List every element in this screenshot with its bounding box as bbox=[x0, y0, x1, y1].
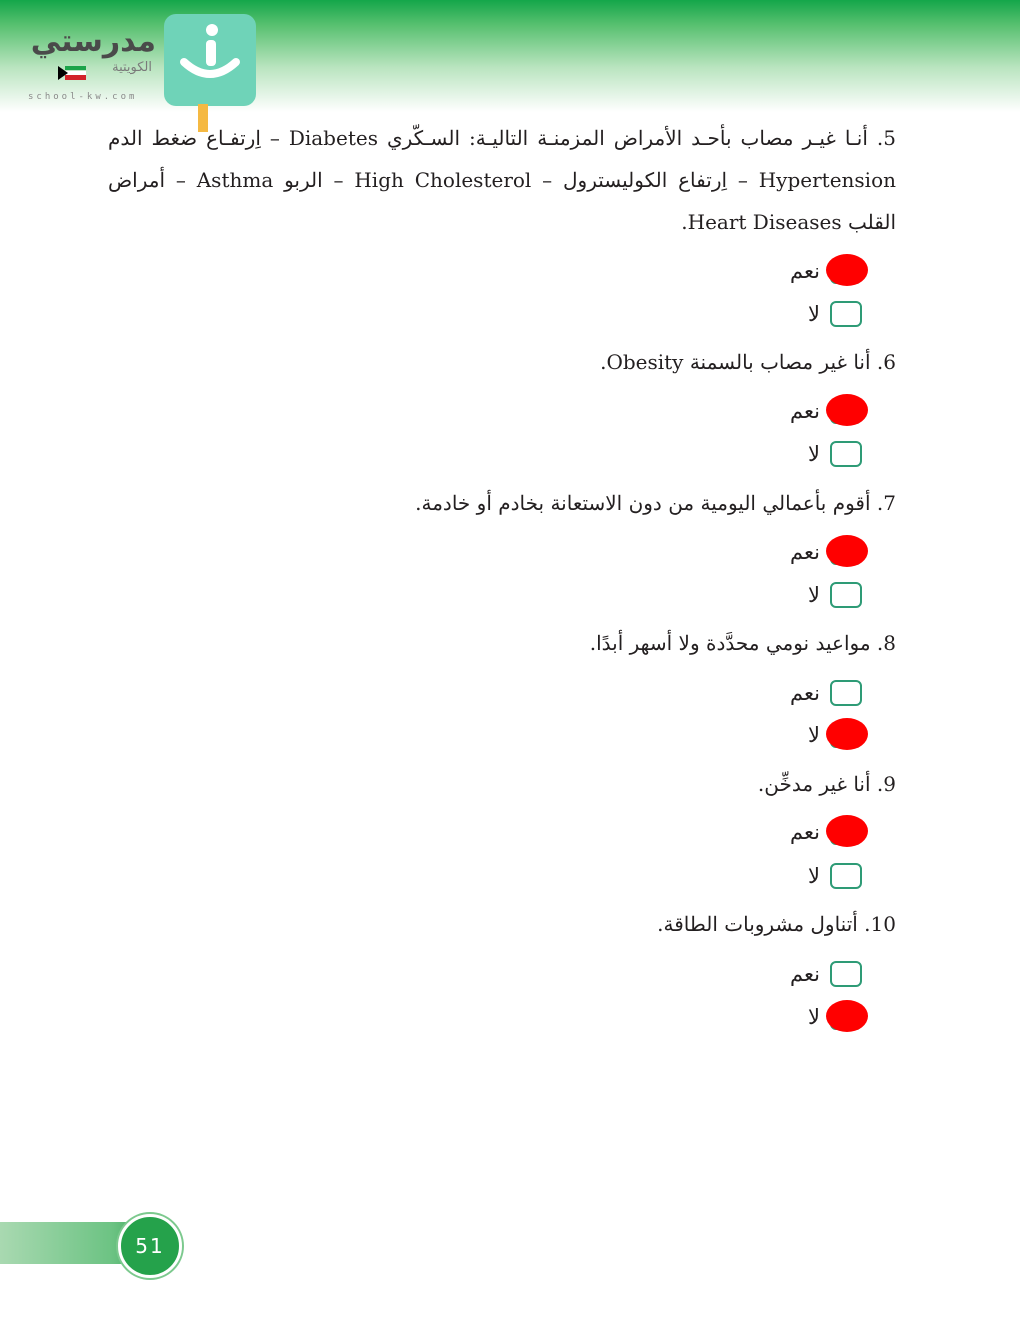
checkbox[interactable] bbox=[830, 582, 862, 608]
question-10-text: 10. أتناول مشروبات الطاقة. bbox=[657, 912, 896, 936]
smiley-badge-icon bbox=[164, 14, 260, 132]
option-label-yes: نعم bbox=[790, 399, 820, 423]
question-7-text: 7. أقوم بأعمالي اليومية من دون الاستعانة بخادم أو خادمة. bbox=[415, 491, 896, 515]
logo-wordmark: مدرستي bbox=[30, 24, 156, 59]
question-10-option-yes[interactable] bbox=[780, 955, 900, 995]
question-8-text: 8. مواعيد نومي محدَّدة ولا أسهر أبدًا. bbox=[589, 631, 896, 655]
selected-mark-icon bbox=[826, 1000, 868, 1032]
selected-mark-icon bbox=[826, 815, 868, 847]
question-5-option-yes[interactable] bbox=[780, 252, 900, 292]
question-6-option-no[interactable] bbox=[780, 435, 900, 475]
question-8-option-no[interactable] bbox=[780, 716, 900, 756]
selected-mark-icon bbox=[826, 394, 868, 426]
question-9-option-yes[interactable] bbox=[780, 813, 900, 853]
selected-mark-icon bbox=[826, 254, 868, 286]
question-7-option-yes[interactable] bbox=[780, 533, 900, 573]
question-8-option-yes[interactable] bbox=[780, 674, 900, 714]
question-5-line-3: القلب Heart Diseases. bbox=[681, 210, 896, 234]
question-5-option-no[interactable] bbox=[780, 295, 900, 335]
kuwait-flag-icon bbox=[58, 66, 86, 80]
option-label-yes: نعم bbox=[790, 259, 820, 283]
option-label-yes: نعم bbox=[790, 681, 820, 705]
option-label-yes: نعم bbox=[790, 820, 820, 844]
question-7 bbox=[108, 482, 896, 524]
checkbox[interactable] bbox=[830, 680, 862, 706]
madrasati-logo bbox=[22, 14, 262, 134]
question-9-option-no[interactable] bbox=[780, 857, 900, 897]
checkbox[interactable] bbox=[830, 301, 862, 327]
page-number: 51 bbox=[118, 1214, 182, 1278]
question-9-text: 9. أنا غير مدخِّن. bbox=[757, 772, 896, 796]
checkbox[interactable] bbox=[830, 441, 862, 467]
question-6-text: 6. أنا غير مصاب بالسمنة Obesity. bbox=[600, 350, 896, 374]
checkbox[interactable] bbox=[830, 961, 862, 987]
question-5-line-2: Hypertension – اِرتفاع الكوليسترول – High Cholesterol – الربو Asthma – أمراض bbox=[108, 168, 896, 192]
selected-mark-icon bbox=[826, 535, 868, 567]
question-9 bbox=[108, 763, 896, 805]
question-7-option-no[interactable] bbox=[780, 576, 900, 616]
option-label-no: لا bbox=[808, 302, 820, 326]
question-6 bbox=[108, 341, 896, 383]
question-5 bbox=[108, 117, 896, 243]
logo-url: school-kw.com bbox=[28, 92, 138, 102]
logo-subtitle: الكويتية bbox=[112, 60, 152, 75]
question-8 bbox=[108, 622, 896, 664]
question-6-option-yes[interactable] bbox=[780, 392, 900, 432]
option-label-no: لا bbox=[808, 723, 820, 747]
selected-mark-icon bbox=[826, 718, 868, 750]
option-label-no: لا bbox=[808, 864, 820, 888]
option-label-no: لا bbox=[808, 442, 820, 466]
question-10 bbox=[108, 903, 896, 945]
option-label-no: لا bbox=[808, 1005, 820, 1029]
option-label-no: لا bbox=[808, 583, 820, 607]
question-10-option-no[interactable] bbox=[780, 998, 900, 1038]
question-5-line-1: 5. أنـا غيـر مصاب بأحـد الأمراض المزمنـة التاليـة: السـكّري Diabetes – اِرتفـاع ضغط الدم bbox=[108, 126, 896, 150]
checkbox[interactable] bbox=[830, 863, 862, 889]
option-label-yes: نعم bbox=[790, 540, 820, 564]
option-label-yes: نعم bbox=[790, 962, 820, 986]
